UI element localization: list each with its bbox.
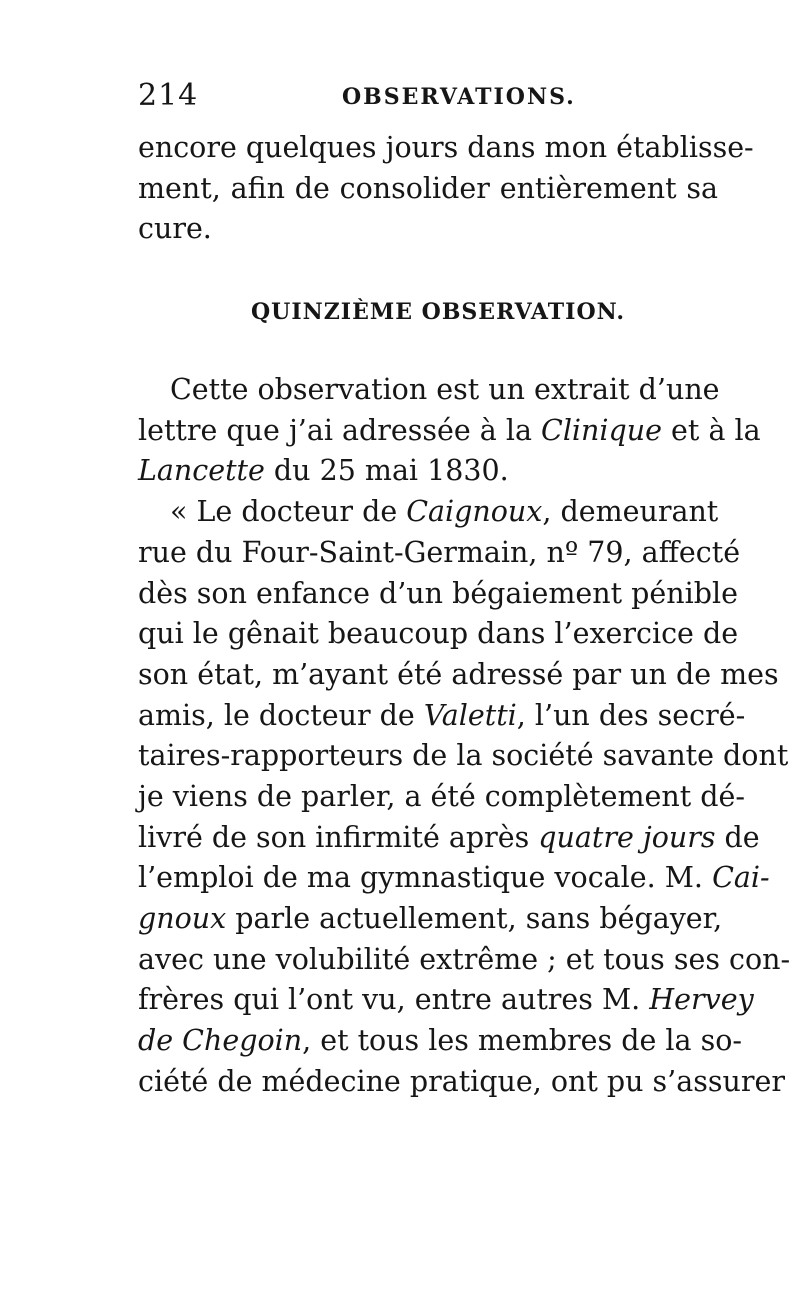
- italic-name: Caignoux: [406, 495, 543, 529]
- text-line: son état, m’ayant été adressé par un de mes: [138, 657, 779, 691]
- text-line: ciété de médecine pratique, ont pu s’assurer: [138, 1064, 785, 1098]
- page-body: [138, 128, 791, 1102]
- text-line: « Le docteur de Caignoux, demeurant: [170, 495, 719, 529]
- italic-name: de Chegoin: [138, 1024, 303, 1058]
- text-line: amis, le docteur de Valetti, l’un des secré-: [138, 698, 746, 732]
- text-line: gnoux parle actuellement, sans bégayer,: [138, 902, 723, 935]
- text-line: je viens de parler, a été complètement dé-: [138, 779, 745, 813]
- text-line: avec une volubilité extrême ; et tous ses con-: [138, 942, 791, 976]
- text-line: rue du Four-Saint-Germain, nº 79, affecté: [138, 535, 741, 569]
- italic-title: Clinique: [541, 413, 662, 447]
- text-line: Cette observation est un extrait d’une: [170, 373, 720, 407]
- text-line: frères qui l’ont vu, entre autres M. Hervey: [138, 983, 754, 1017]
- italic-name: gnoux: [138, 902, 227, 935]
- text-line: cure.: [138, 212, 212, 246]
- italic-name: Cai-: [712, 861, 770, 895]
- page-header: [138, 78, 698, 118]
- italic-name: Valetti: [423, 698, 517, 732]
- text-line: lettre que j’ai adressée à la Clinique et à la: [138, 413, 761, 447]
- italic-name: Hervey: [649, 983, 754, 1017]
- text-line: encore quelques jours dans mon établisse-: [138, 131, 754, 164]
- italic-title: Lancette: [138, 454, 265, 488]
- page-number: 214: [138, 78, 199, 113]
- running-title: OBSERVATIONS.: [342, 84, 576, 110]
- text-line: dès son enfance d’un bégaiement pénible: [138, 576, 738, 610]
- text-line: livré de son infirmité après quatre jours de: [138, 820, 760, 854]
- text-line: l’emploi de ma gymnastique vocale. M. Cai-: [138, 861, 770, 895]
- text-line: de Chegoin, et tous les membres de la so-: [138, 1024, 742, 1058]
- text-line: Lancette du 25 mai 1830.: [138, 454, 509, 488]
- text-line: taires-rapporteurs de la société savante dont: [138, 739, 789, 773]
- text-line: ment, afin de consolider entièrement sa: [138, 171, 718, 205]
- italic-phrase: quatre jours: [538, 820, 716, 854]
- section-heading: QUINZIÈME OBSERVATION.: [251, 299, 625, 326]
- text-line: qui le gênait beaucoup dans l’exercice de: [138, 617, 739, 651]
